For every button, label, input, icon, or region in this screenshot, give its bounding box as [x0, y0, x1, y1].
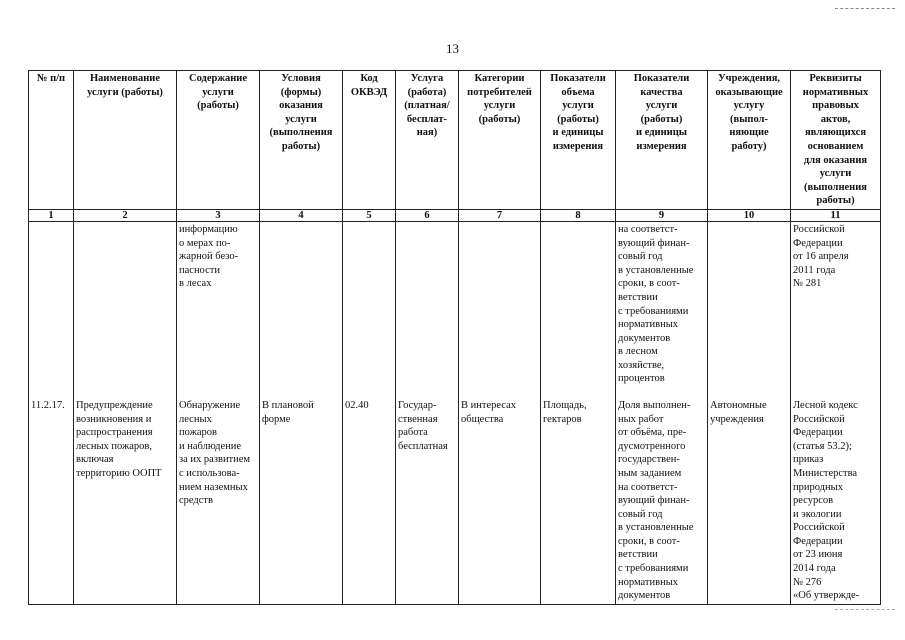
- cell-quality-indicators: на соответст- вующий финан- совый год в установленные сроки, в соот- ветствии с требованиями нормативных документов в лесном хозяйстве, процентов: [616, 221, 708, 398]
- cell-consumers: В интересах общества: [459, 398, 541, 604]
- cell-okved: 02.40: [343, 398, 396, 604]
- header-cell: № п/п: [29, 71, 74, 210]
- scan-edge-mark: [835, 609, 895, 610]
- cell-institutions: Автономные учреждения: [708, 398, 791, 604]
- column-number: 2: [74, 209, 177, 221]
- header-cell: Показатели качества услуги (работы) и единицы измерения: [616, 71, 708, 210]
- scan-edge-mark: [835, 8, 895, 9]
- cell-volume-indicators: [541, 221, 616, 398]
- cell-volume-indicators: Площадь, гектаров: [541, 398, 616, 604]
- column-number: 4: [260, 209, 343, 221]
- table-row-11-2-17: [29, 398, 881, 604]
- header-cell: Содержание услуги (работы): [177, 71, 260, 210]
- column-number: 9: [616, 209, 708, 221]
- column-number: 5: [343, 209, 396, 221]
- cell-quality-indicators: Доля выполнен- ных работ от объёма, пре- дусмотренного государствен- ным заданием на соответст- вующий финан- совый год в установленные сроки, в соот- ветствии с требованиями нормативных документов: [616, 398, 708, 604]
- header-cell: Учреждения, оказывающие услугу (выпол- няющие работу): [708, 71, 791, 210]
- header-cell: Код ОКВЭД: [343, 71, 396, 210]
- cell-service-name: Предупреждение возникновения и распространения лесных пожаров, включая территорию ООПТ: [74, 398, 177, 604]
- cell-legal-acts: Российской Федерации от 16 апреля 2011 года № 281: [791, 221, 881, 398]
- header-cell: Показатели объема услуги (работы) и единицы измерения: [541, 71, 616, 210]
- services-table: [28, 70, 881, 605]
- cell-content: информацию о мерах по- жарной безо- пасности в лесах: [177, 221, 260, 398]
- header-cell: Категории потребителей услуги (работы): [459, 71, 541, 210]
- cell-legal-acts: Лесной кодекс Российской Федерации (статья 53.2); приказ Министерства природных ресурсов и экологии Российской Федерации от 23 июня 2014 года № 276 «Об утвержде-: [791, 398, 881, 604]
- column-number: 11: [791, 209, 881, 221]
- cell-content: Обнаружение лесных пожаров и наблюдение за их развитием с использова- нием наземных средств: [177, 398, 260, 604]
- header-row: [29, 71, 881, 210]
- cell-conditions: В плановой форме: [260, 398, 343, 604]
- header-cell: Реквизиты нормативных правовых актов, являющихся основанием для оказания услуги (выполнения работы): [791, 71, 881, 210]
- header-cell: Наименование услуги (работы): [74, 71, 177, 210]
- cell-number: [29, 221, 74, 398]
- column-number: 8: [541, 209, 616, 221]
- cell-okved: [343, 221, 396, 398]
- header-cell: Услуга (работа) (платная/ бесплат- ная): [396, 71, 459, 210]
- column-number: 1: [29, 209, 74, 221]
- cell-service-name: [74, 221, 177, 398]
- column-number-row: [29, 209, 881, 221]
- cell-consumers: [459, 221, 541, 398]
- cell-institutions: [708, 221, 791, 398]
- table-row-continued: [29, 221, 881, 398]
- column-number: 7: [459, 209, 541, 221]
- column-number: 6: [396, 209, 459, 221]
- cell-paid-free: [396, 221, 459, 398]
- column-number: 3: [177, 209, 260, 221]
- cell-number: 11.2.17.: [29, 398, 74, 604]
- header-cell: Условия (формы) оказания услуги (выполнения работы): [260, 71, 343, 210]
- cell-paid-free: Государ- ственная работа бесплатная: [396, 398, 459, 604]
- column-number: 10: [708, 209, 791, 221]
- page-number: 13: [446, 41, 459, 56]
- cell-conditions: [260, 221, 343, 398]
